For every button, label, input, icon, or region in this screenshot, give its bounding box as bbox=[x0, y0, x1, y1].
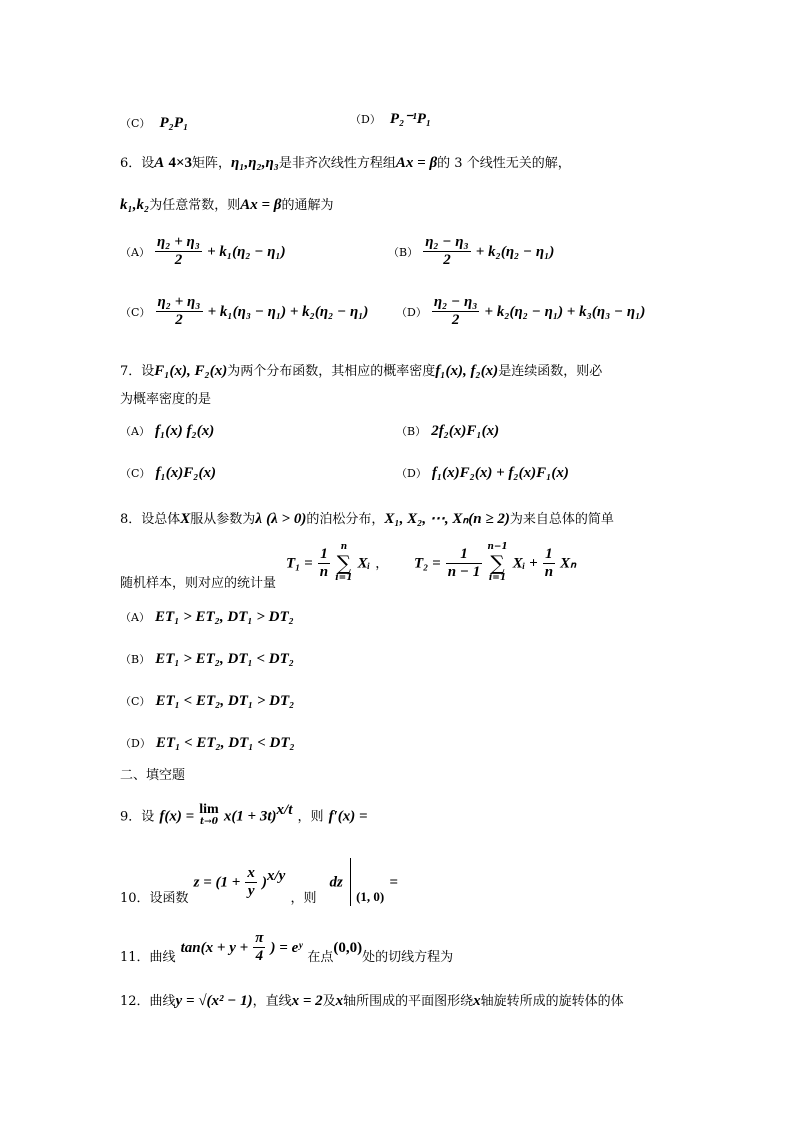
fraction bbox=[543, 546, 555, 581]
text: 为两个分布函数，其相应的概率密度 bbox=[227, 364, 436, 379]
text: 轴所围成的平面图形绕 bbox=[343, 994, 474, 1009]
text: 在点 bbox=[307, 950, 334, 965]
denominator: y bbox=[247, 882, 255, 899]
math-F: F₁(x), F₂(x) bbox=[154, 363, 228, 379]
denominator: 4 bbox=[255, 948, 264, 964]
equals: = bbox=[389, 874, 398, 891]
math-f: f₁(x), f₂(x) bbox=[435, 363, 499, 379]
T2-label: T₂ = bbox=[414, 555, 441, 572]
fraction bbox=[253, 930, 265, 965]
denominator: 2 bbox=[451, 312, 460, 328]
summation bbox=[487, 542, 507, 584]
option-label: （D） bbox=[120, 737, 151, 750]
denominator: n − 1 bbox=[447, 563, 481, 580]
sigma-icon: ∑ bbox=[336, 551, 351, 575]
separator: ， bbox=[375, 556, 389, 572]
q8-option-a bbox=[120, 606, 294, 626]
question-number: 6．设 bbox=[120, 156, 155, 171]
sum-upper: n bbox=[340, 542, 348, 552]
q8-option-b bbox=[120, 648, 294, 668]
option-label: （A） bbox=[120, 611, 150, 624]
option-label: （B） bbox=[396, 425, 427, 438]
expression: x(1 + 3t) bbox=[223, 808, 277, 825]
expression: 2f₂(x)F₁(x) bbox=[431, 423, 500, 439]
q6-option-c bbox=[120, 294, 368, 329]
sum-lower: i=1 bbox=[335, 573, 353, 583]
denominator: n bbox=[319, 563, 329, 580]
text: 及 bbox=[322, 994, 336, 1009]
option-label: （B） bbox=[388, 246, 419, 259]
expression: + k₁(η₂ − η₁) bbox=[207, 244, 286, 260]
question-number: 9．设 bbox=[120, 809, 155, 825]
numerator: η₂ + η₃ bbox=[157, 234, 201, 250]
point: (0,0) bbox=[333, 940, 363, 956]
expression: ) bbox=[262, 874, 268, 891]
expression: ET₁ > ET₂, DT₁ > DT₂ bbox=[155, 609, 294, 625]
denominator: 2 bbox=[175, 312, 183, 328]
evaluation-bar bbox=[330, 858, 398, 906]
math-curve: y = √(x² − 1) bbox=[175, 993, 253, 1009]
q8-stem-line2: 随机样本，则对应的统计量 bbox=[120, 576, 277, 591]
math-line: x = 2 bbox=[291, 993, 323, 1009]
fraction bbox=[432, 294, 480, 329]
sum-upper: n−1 bbox=[487, 542, 508, 552]
expression: ET₁ > ET₂, DT₁ < DT₂ bbox=[155, 651, 295, 667]
option-label: （D） bbox=[350, 113, 381, 126]
fraction bbox=[155, 234, 202, 269]
fraction bbox=[423, 234, 471, 269]
q5-option-d-row bbox=[350, 108, 431, 128]
section-heading: 二、填空题 bbox=[120, 768, 186, 783]
expression: ET₁ < ET₂, DT₁ < DT₂ bbox=[155, 735, 295, 751]
q7-option-b bbox=[396, 420, 499, 440]
expression: + k₂(η₂ − η₁) bbox=[475, 244, 555, 260]
text: 为来自总体的简单 bbox=[509, 512, 614, 527]
fraction bbox=[156, 294, 203, 329]
q6-option-d bbox=[396, 294, 645, 329]
q6-stem-line1 bbox=[120, 152, 571, 172]
numerator: 1 bbox=[543, 546, 555, 564]
q6-stem-line2 bbox=[120, 194, 334, 214]
math-sample: X₁, X₂, ⋯, Xₙ bbox=[384, 511, 469, 527]
math-condition: (λ > 0) bbox=[266, 511, 307, 527]
q8-option-c bbox=[120, 690, 294, 710]
q10 bbox=[120, 858, 398, 906]
option-label: （C） bbox=[120, 306, 151, 319]
text: 矩阵， bbox=[192, 156, 232, 171]
denominator: n bbox=[544, 563, 554, 580]
numerator: π bbox=[255, 930, 264, 946]
limit bbox=[199, 803, 218, 828]
option-label: （C） bbox=[120, 467, 151, 480]
math-X: X bbox=[180, 511, 191, 527]
q5-option-d: P₂⁻¹P₁ bbox=[389, 111, 432, 127]
text: ，则 bbox=[290, 891, 317, 906]
numerator: 1 bbox=[446, 546, 482, 564]
option-label: （B） bbox=[120, 653, 151, 666]
q9 bbox=[120, 802, 368, 828]
math-equation: Ax = β bbox=[240, 197, 282, 213]
T2-middle: Xᵢ + bbox=[512, 555, 538, 572]
expression: + k₂(η₂ − η₁) + k₃(η₃ − η₁) bbox=[484, 304, 646, 320]
expression: + k₁(η₃ − η₁) + k₂(η₂ − η₁) bbox=[207, 304, 369, 320]
sigma-icon: ∑ bbox=[490, 551, 505, 575]
expression: ) = eʸ bbox=[270, 940, 303, 956]
q7-stem-line1 bbox=[120, 360, 602, 380]
sum-lower: i=1 bbox=[488, 573, 507, 583]
lim-subscript: t→0 bbox=[200, 817, 218, 828]
question-number: 11．曲线 bbox=[120, 950, 176, 965]
summation bbox=[335, 542, 352, 584]
text: ，则 bbox=[297, 809, 324, 825]
text: 轴旋转所成的旋转体的体 bbox=[480, 994, 624, 1009]
q7-option-c bbox=[120, 462, 216, 482]
T2-tail: Xₙ bbox=[560, 555, 577, 572]
math-lambda: λ bbox=[255, 511, 262, 527]
numerator: x bbox=[247, 864, 255, 881]
math-A: A bbox=[154, 155, 165, 171]
expression: f₁(x)F₂(x) + f₂(x)F₁(x) bbox=[431, 465, 569, 481]
dz: dz bbox=[329, 874, 343, 891]
question-number: 8．设总体 bbox=[120, 512, 181, 527]
q6-option-b bbox=[388, 234, 554, 269]
expression: f(x) = bbox=[159, 808, 195, 825]
math-dims: 4×3 bbox=[168, 155, 192, 171]
q5-option-c: P₂P₁ bbox=[159, 115, 189, 131]
expression: tan(x + y + bbox=[180, 940, 249, 956]
exponent: x/y bbox=[267, 868, 286, 885]
numerator: 1 bbox=[318, 546, 330, 564]
q6-option-a bbox=[120, 234, 286, 269]
q5-options-row bbox=[120, 112, 188, 132]
text: ，直线 bbox=[252, 994, 292, 1009]
lim-text: lim bbox=[199, 802, 219, 818]
evaluation-point: (1, 0) bbox=[356, 888, 385, 904]
q12 bbox=[120, 990, 624, 1010]
option-label: （A） bbox=[120, 246, 150, 259]
q8-option-d bbox=[120, 732, 295, 752]
math-x: x bbox=[335, 993, 344, 1009]
q11 bbox=[120, 930, 453, 965]
numerator: η₂ − η₃ bbox=[425, 234, 469, 250]
fraction bbox=[446, 546, 482, 581]
math-equation: Ax = β bbox=[395, 155, 438, 171]
text: 的泊松分布， bbox=[306, 512, 385, 527]
question-number: 10．设函数 bbox=[120, 891, 189, 906]
option-label: （D） bbox=[396, 467, 427, 480]
q8-stem-line1 bbox=[120, 508, 614, 528]
numerator: η₂ + η₃ bbox=[157, 294, 201, 310]
T1-label: T₁ = bbox=[286, 555, 313, 572]
exponent: x/t bbox=[276, 802, 293, 818]
math-x: x bbox=[473, 993, 481, 1009]
expression: ET₁ < ET₂, DT₁ > DT₂ bbox=[155, 693, 295, 709]
expression: f′(x) = bbox=[328, 808, 368, 825]
q7-stem-line2: 为概率密度的是 bbox=[120, 392, 212, 407]
expression: f₁(x) f₂(x) bbox=[155, 423, 215, 439]
T1-tail: Xᵢ bbox=[357, 555, 371, 572]
vertical-bar bbox=[350, 858, 351, 906]
option-label: （D） bbox=[396, 306, 427, 319]
text: 是连续函数，则必 bbox=[498, 364, 603, 379]
q7-option-d bbox=[396, 462, 569, 482]
q8-statistic-T2 bbox=[414, 542, 576, 584]
denominator: 2 bbox=[443, 252, 451, 268]
text: 为任意常数，则 bbox=[149, 198, 241, 213]
text: 处的切线方程为 bbox=[362, 950, 454, 965]
q7-option-a bbox=[120, 420, 214, 440]
numerator: η₂ − η₃ bbox=[433, 294, 478, 310]
option-label: （C） bbox=[120, 695, 151, 708]
question-number: 12．曲线 bbox=[120, 994, 176, 1009]
math-n-condition: (n ≥ 2) bbox=[468, 511, 510, 527]
denominator: 2 bbox=[174, 252, 183, 268]
text: 是非齐次线性方程组 bbox=[278, 156, 396, 171]
math-etas: η₁,η₂,η₃ bbox=[231, 155, 279, 171]
option-label: （C） bbox=[120, 117, 151, 130]
question-number: 7．设 bbox=[120, 364, 155, 379]
math-ks: k₁,k₂ bbox=[120, 197, 150, 213]
option-label: （A） bbox=[120, 425, 150, 438]
text: 服从参数为 bbox=[190, 512, 256, 527]
text: 的通解为 bbox=[281, 198, 334, 213]
fraction bbox=[318, 546, 330, 581]
text: 的 3 个线性无关的解， bbox=[437, 156, 571, 171]
expression: z = (1 + bbox=[193, 874, 241, 891]
q8-statistic-T1 bbox=[286, 542, 388, 584]
fraction bbox=[245, 865, 257, 900]
expression: f₁(x)F₂(x) bbox=[155, 465, 216, 481]
